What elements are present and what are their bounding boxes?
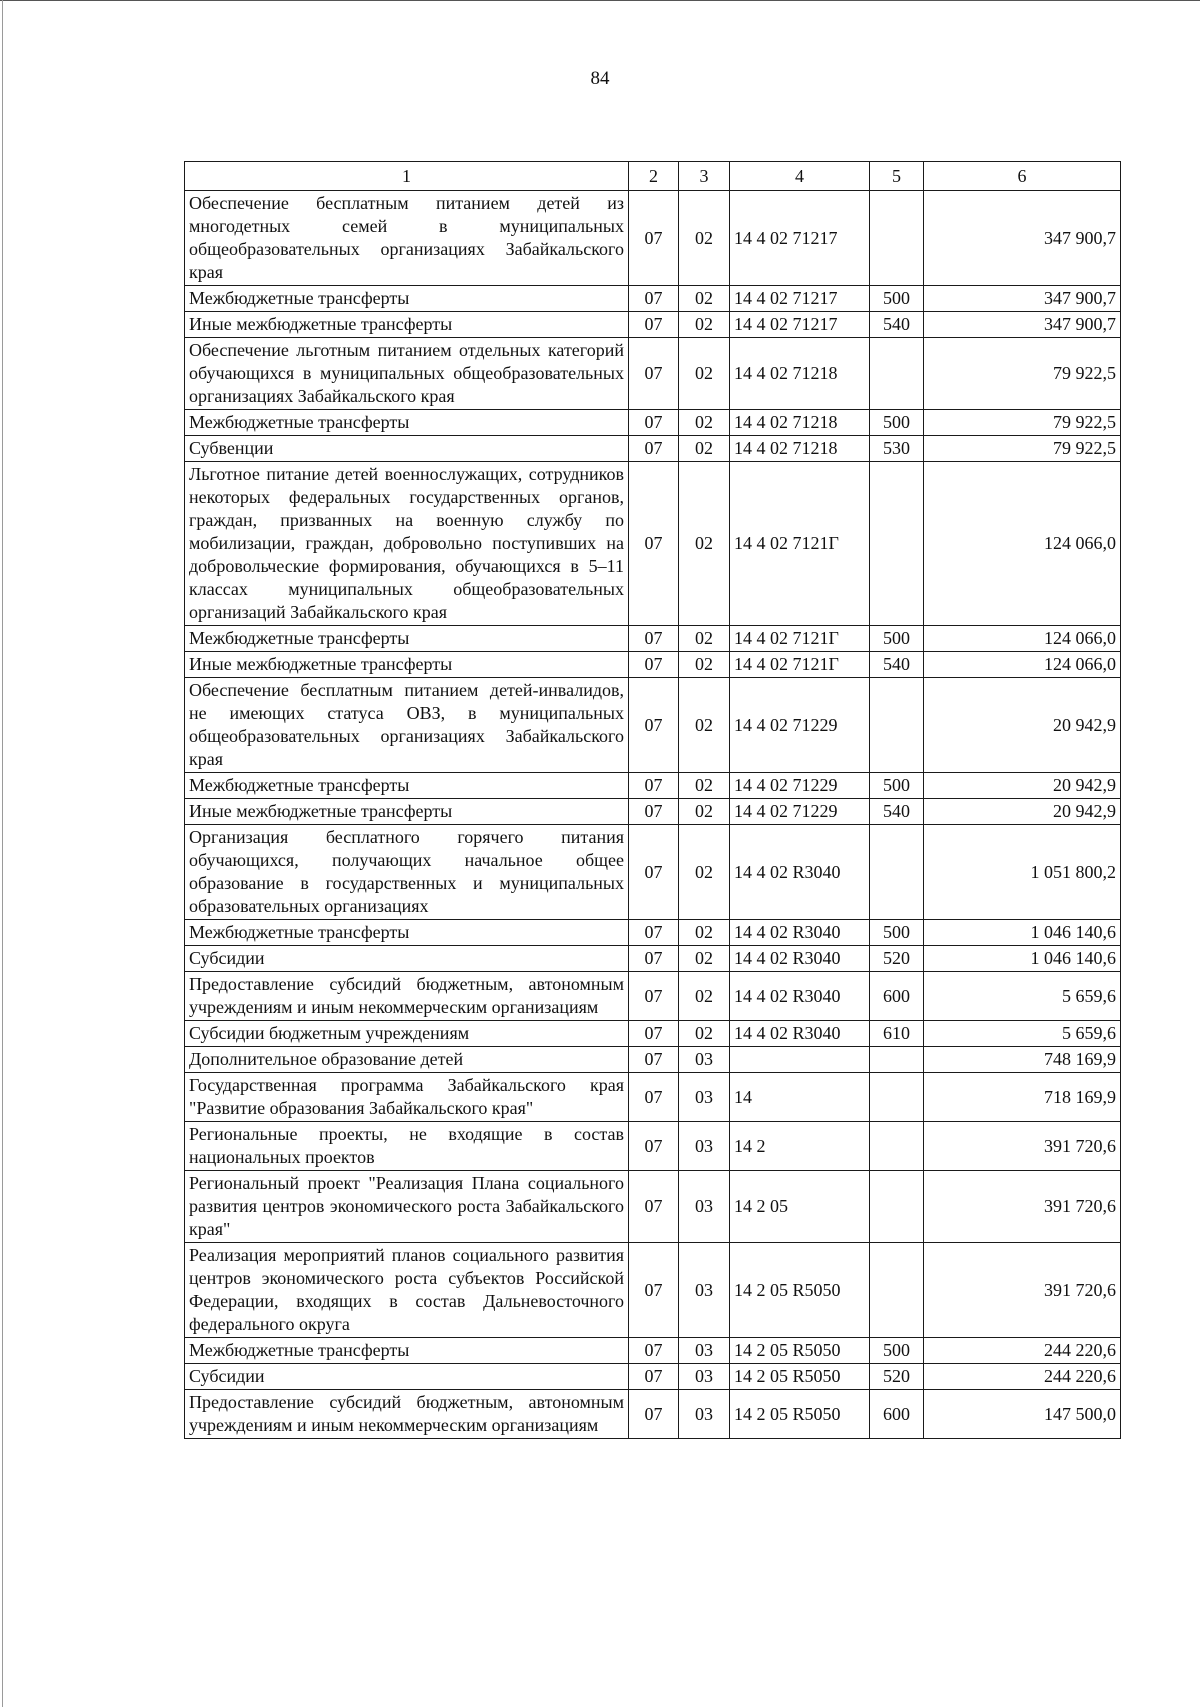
row-expense-type-cell: 520 [870,946,924,972]
row-subsection-cell: 03 [679,1047,730,1073]
scan-left-edge [2,0,3,1707]
row-name-cell: Региональные проекты, не входящие в состав национальных проектов [185,1122,629,1171]
row-subsection-cell: 03 [679,1243,730,1338]
row-name-cell: Обеспечение бесплатным питанием детей из многодетных семей в муниципальных общеобразовательных организациях Забайкальского края [185,191,629,286]
row-amount-cell: 391 720,6 [924,1243,1121,1338]
row-target-article-cell: 14 2 05 R5050 [730,1390,870,1439]
row-subsection-cell: 03 [679,1390,730,1439]
row-expense-type-cell: 500 [870,773,924,799]
row-target-article-cell: 14 4 02 R3040 [730,972,870,1021]
row-subsection-cell: 02 [679,312,730,338]
table-row [185,946,1121,972]
row-target-article-cell: 14 4 02 R3040 [730,920,870,946]
row-expense-type-cell: 610 [870,1021,924,1047]
row-name-cell: Предоставление субсидий бюджетным, автономным учреждениям и иным некоммерческим организациям [185,1390,629,1439]
row-name-cell: Субсидии [185,1364,629,1390]
col-header-3: 3 [679,162,730,191]
row-subsection-cell: 02 [679,1021,730,1047]
row-subsection-cell: 03 [679,1364,730,1390]
row-section-cell: 07 [629,825,679,920]
row-subsection-cell: 02 [679,773,730,799]
row-name-cell: Межбюджетные трансферты [185,286,629,312]
row-section-cell: 07 [629,1047,679,1073]
row-target-article-cell: 14 4 02 7121Г [730,652,870,678]
row-target-article-cell: 14 4 02 71218 [730,338,870,410]
row-subsection-cell: 02 [679,972,730,1021]
row-expense-type-cell: 540 [870,312,924,338]
row-target-article-cell: 14 4 02 71218 [730,410,870,436]
row-amount-cell: 124 066,0 [924,462,1121,626]
col-header-4: 4 [730,162,870,191]
row-expense-type-cell: 500 [870,1338,924,1364]
row-expense-type-cell: 500 [870,410,924,436]
row-section-cell: 07 [629,1122,679,1171]
row-section-cell: 07 [629,1021,679,1047]
row-target-article-cell: 14 4 02 71217 [730,286,870,312]
row-target-article-cell: 14 4 02 71229 [730,799,870,825]
row-amount-cell: 124 066,0 [924,652,1121,678]
row-target-article-cell: 14 4 02 R3040 [730,825,870,920]
table-row [185,436,1121,462]
row-subsection-cell: 02 [679,338,730,410]
row-amount-cell: 147 500,0 [924,1390,1121,1439]
row-name-cell: Межбюджетные трансферты [185,410,629,436]
row-amount-cell: 748 169,9 [924,1047,1121,1073]
header-row [185,162,1121,191]
row-subsection-cell: 02 [679,626,730,652]
col-header-6: 6 [924,162,1121,191]
table-row [185,1171,1121,1243]
row-expense-type-cell: 520 [870,1364,924,1390]
row-target-article-cell: 14 2 05 R5050 [730,1338,870,1364]
row-target-article-cell: 14 4 02 7121Г [730,626,870,652]
table-row [185,462,1121,626]
table-row [185,1021,1121,1047]
table-row [185,1390,1121,1439]
col-header-5: 5 [870,162,924,191]
row-section-cell: 07 [629,773,679,799]
table-row [185,678,1121,773]
row-amount-cell: 20 942,9 [924,773,1121,799]
row-name-cell: Межбюджетные трансферты [185,626,629,652]
row-section-cell: 07 [629,920,679,946]
row-target-article-cell: 14 2 [730,1122,870,1171]
row-name-cell: Иные межбюджетные трансферты [185,312,629,338]
row-amount-cell: 391 720,6 [924,1171,1121,1243]
row-amount-cell: 20 942,9 [924,799,1121,825]
row-subsection-cell: 02 [679,946,730,972]
table-row [185,1047,1121,1073]
col-header-1: 1 [185,162,629,191]
row-subsection-cell: 02 [679,652,730,678]
row-section-cell: 07 [629,626,679,652]
row-target-article-cell [730,1047,870,1073]
row-amount-cell: 20 942,9 [924,678,1121,773]
row-section-cell: 07 [629,972,679,1021]
row-expense-type-cell: 500 [870,920,924,946]
row-section-cell: 07 [629,338,679,410]
budget-table [184,161,1121,1439]
row-subsection-cell: 02 [679,191,730,286]
table-row [185,920,1121,946]
row-target-article-cell: 14 [730,1073,870,1122]
row-expense-type-cell [870,191,924,286]
row-expense-type-cell: 500 [870,286,924,312]
row-amount-cell: 1 046 140,6 [924,946,1121,972]
row-section-cell: 07 [629,678,679,773]
row-subsection-cell: 03 [679,1122,730,1171]
row-subsection-cell: 03 [679,1073,730,1122]
row-subsection-cell: 02 [679,436,730,462]
row-section-cell: 07 [629,1338,679,1364]
row-target-article-cell: 14 4 02 R3040 [730,946,870,972]
row-amount-cell: 718 169,9 [924,1073,1121,1122]
row-name-cell: Иные межбюджетные трансферты [185,652,629,678]
row-name-cell: Межбюджетные трансферты [185,773,629,799]
row-expense-type-cell [870,1047,924,1073]
row-expense-type-cell [870,678,924,773]
row-target-article-cell: 14 2 05 R5050 [730,1243,870,1338]
row-name-cell: Субсидии бюджетным учреждениям [185,1021,629,1047]
scan-top-edge [0,0,1200,1]
row-name-cell: Льготное питание детей военнослужащих, сотрудников некоторых федеральных государственных органов, граждан, призванных на военную службу по мобилизации, граждан, добровольно поступивших на добровольческие формирования, обучающихся в 5–11 классах муниципальных общеобразовательных организаций Забайкальского края [185,462,629,626]
row-section-cell: 07 [629,312,679,338]
row-target-article-cell: 14 4 02 71218 [730,436,870,462]
row-expense-type-cell: 600 [870,972,924,1021]
row-target-article-cell: 14 4 02 71217 [730,312,870,338]
col-header-2: 2 [629,162,679,191]
row-target-article-cell: 14 4 02 R3040 [730,1021,870,1047]
row-section-cell: 07 [629,191,679,286]
row-name-cell: Субсидии [185,946,629,972]
row-section-cell: 07 [629,1243,679,1338]
table-row [185,773,1121,799]
row-expense-type-cell: 530 [870,436,924,462]
row-target-article-cell: 14 4 02 71229 [730,773,870,799]
table-row [185,1243,1121,1338]
table-row [185,652,1121,678]
table-row [185,825,1121,920]
page-number: 84 [590,68,610,89]
table-row [185,972,1121,1021]
row-amount-cell: 1 046 140,6 [924,920,1121,946]
row-expense-type-cell: 540 [870,799,924,825]
row-name-cell: Обеспечение льготным питанием отдельных категорий обучающихся в муниципальных общеобразовательных организациях Забайкальского края [185,338,629,410]
row-subsection-cell: 03 [679,1338,730,1364]
row-section-cell: 07 [629,1390,679,1439]
row-target-article-cell: 14 4 02 71229 [730,678,870,773]
row-target-article-cell: 14 2 05 R5050 [730,1364,870,1390]
row-expense-type-cell [870,1171,924,1243]
row-name-cell: Субвенции [185,436,629,462]
row-amount-cell: 79 922,5 [924,410,1121,436]
row-amount-cell: 79 922,5 [924,436,1121,462]
row-section-cell: 07 [629,799,679,825]
row-subsection-cell: 02 [679,462,730,626]
table-row [185,1364,1121,1390]
row-name-cell: Иные межбюджетные трансферты [185,799,629,825]
row-target-article-cell: 14 4 02 71217 [730,191,870,286]
row-name-cell: Обеспечение бесплатным питанием детей-инвалидов, не имеющих статуса ОВЗ, в муниципальных общеобразовательных организациях Забайкальского края [185,678,629,773]
row-section-cell: 07 [629,1073,679,1122]
row-amount-cell: 79 922,5 [924,338,1121,410]
row-name-cell: Региональный проект "Реализация Плана социального развития центров экономического роста Забайкальского края" [185,1171,629,1243]
row-name-cell: Межбюджетные трансферты [185,1338,629,1364]
row-amount-cell: 347 900,7 [924,286,1121,312]
row-section-cell: 07 [629,410,679,436]
row-amount-cell: 244 220,6 [924,1338,1121,1364]
row-expense-type-cell [870,1243,924,1338]
row-name-cell: Государственная программа Забайкальского края "Развитие образования Забайкальского края" [185,1073,629,1122]
row-name-cell: Предоставление субсидий бюджетным, автономным учреждениям и иным некоммерческим организациям [185,972,629,1021]
row-subsection-cell: 02 [679,920,730,946]
row-expense-type-cell [870,338,924,410]
row-subsection-cell: 02 [679,799,730,825]
row-expense-type-cell [870,462,924,626]
row-amount-cell: 391 720,6 [924,1122,1121,1171]
row-target-article-cell: 14 2 05 [730,1171,870,1243]
row-section-cell: 07 [629,462,679,626]
row-amount-cell: 124 066,0 [924,626,1121,652]
row-subsection-cell: 02 [679,410,730,436]
row-amount-cell: 5 659,6 [924,972,1121,1021]
table-row [185,626,1121,652]
table-row [185,191,1121,286]
row-amount-cell: 244 220,6 [924,1364,1121,1390]
row-name-cell: Дополнительное образование детей [185,1047,629,1073]
table-row [185,1338,1121,1364]
row-expense-type-cell [870,1073,924,1122]
row-section-cell: 07 [629,436,679,462]
row-target-article-cell: 14 4 02 7121Г [730,462,870,626]
table-row [185,286,1121,312]
row-name-cell: Межбюджетные трансферты [185,920,629,946]
table-body [185,191,1121,1439]
table-row [185,1122,1121,1171]
row-expense-type-cell: 540 [870,652,924,678]
row-expense-type-cell: 600 [870,1390,924,1439]
row-name-cell: Реализация мероприятий планов социального развития центров экономического роста субъектов Российской Федерации, входящих в состав Дальневосточного федерального округа [185,1243,629,1338]
row-expense-type-cell: 500 [870,626,924,652]
row-amount-cell: 347 900,7 [924,191,1121,286]
row-subsection-cell: 02 [679,286,730,312]
row-amount-cell: 5 659,6 [924,1021,1121,1047]
row-section-cell: 07 [629,1171,679,1243]
table-row [185,312,1121,338]
row-expense-type-cell [870,1122,924,1171]
table-row [185,338,1121,410]
row-amount-cell: 347 900,7 [924,312,1121,338]
row-subsection-cell: 03 [679,1171,730,1243]
row-name-cell: Организация бесплатного горячего питания обучающихся, получающих начальное общее образование в государственных и муниципальных образовательных организациях [185,825,629,920]
row-amount-cell: 1 051 800,2 [924,825,1121,920]
row-expense-type-cell [870,825,924,920]
table-row [185,410,1121,436]
row-subsection-cell: 02 [679,825,730,920]
table-row [185,1073,1121,1122]
row-section-cell: 07 [629,286,679,312]
row-subsection-cell: 02 [679,678,730,773]
row-section-cell: 07 [629,652,679,678]
row-section-cell: 07 [629,946,679,972]
row-section-cell: 07 [629,1364,679,1390]
table-row [185,799,1121,825]
